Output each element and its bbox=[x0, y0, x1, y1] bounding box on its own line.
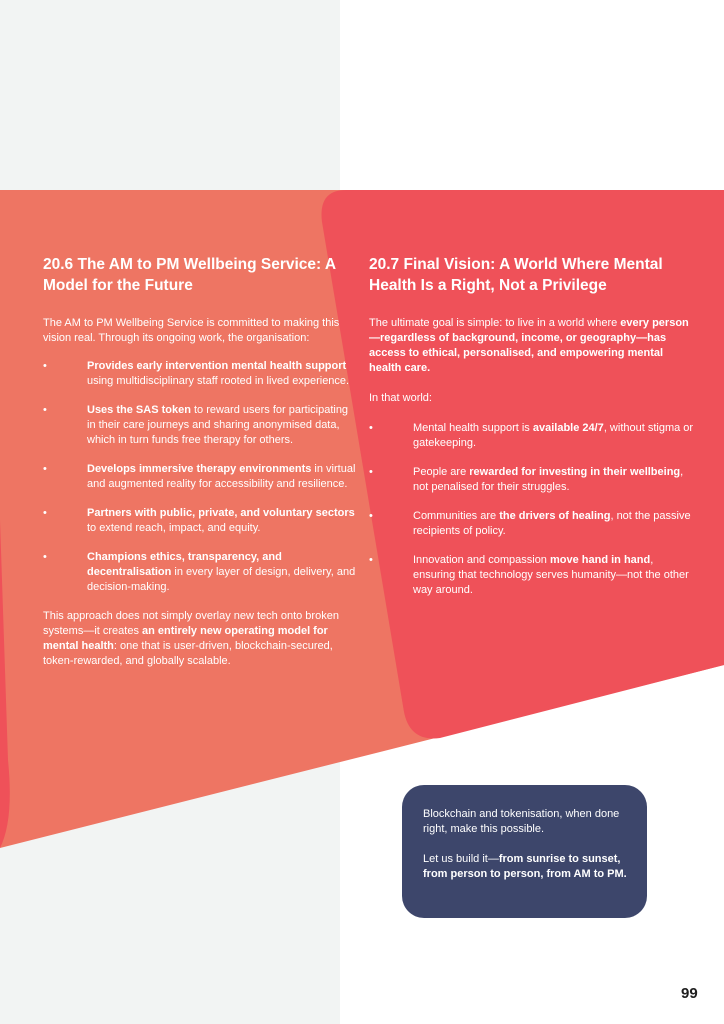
callout-line-1: Blockchain and tokenisation, when done right, make this possible. bbox=[423, 808, 620, 835]
right-column bbox=[369, 254, 694, 612]
bullet-icon: • bbox=[369, 554, 373, 566]
bullet-icon: • bbox=[43, 507, 47, 519]
list-item: • Mental health support is available 24/7, without stigma or gatekeeping. bbox=[369, 422, 694, 449]
callout-box bbox=[402, 785, 647, 918]
list-item: • Uses the SAS token to reward users for participating in their care journeys and sharing anonymised data, which in turn funds free therapy for others. bbox=[43, 404, 349, 446]
section-heading-20-6: 20.6 The AM to PM Wellbeing Service: A Model for the Future bbox=[43, 256, 336, 294]
page-number: 99 bbox=[681, 985, 698, 1002]
bullet-icon: • bbox=[43, 551, 47, 563]
right-bullet-list bbox=[369, 421, 694, 598]
bullet-icon: • bbox=[369, 422, 373, 434]
bullet-icon: • bbox=[43, 360, 47, 372]
right-intro: The ultimate goal is simple: to live in a world where every person—regardless of background, income, or geography—has access to ethical, personalised, and empowering mental health care. bbox=[369, 317, 689, 374]
left-column bbox=[43, 254, 358, 669]
callout-line-2: Let us build it—from sunrise to sunset, from person to person, from AM to PM. bbox=[423, 853, 627, 880]
bullet-icon: • bbox=[43, 463, 47, 475]
bullet-icon: • bbox=[43, 404, 47, 416]
list-item: • Innovation and compassion move hand in hand, ensuring that technology serves humanity—not the other way around. bbox=[369, 554, 689, 596]
left-intro: The AM to PM Wellbeing Service is committed to making this vision real. Through its ongoing work, the organisation: bbox=[43, 317, 340, 344]
list-item: • Champions ethics, transparency, and decentralisation in every layer of design, delivery, and decision-making. bbox=[43, 551, 356, 593]
bullet-icon: • bbox=[369, 466, 373, 478]
right-intro-2: In that world: bbox=[369, 392, 432, 404]
list-item: • Partners with public, private, and voluntary sectors to extend reach, impact, and equity. bbox=[43, 507, 355, 534]
list-item: • Communities are the drivers of healing, not the passive recipients of policy. bbox=[369, 510, 691, 537]
left-bullet-list bbox=[43, 359, 358, 595]
list-item: • Develops immersive therapy environments in virtual and augmented reality for accessibility and resilience. bbox=[43, 463, 356, 490]
list-item: • Provides early intervention mental health support using multidisciplinary staff rooted in lived experience. bbox=[43, 360, 350, 387]
bullet-icon: • bbox=[369, 510, 373, 522]
list-item: • People are rewarded for investing in their wellbeing, not penalised for their struggles. bbox=[369, 466, 684, 493]
left-outro: This approach does not simply overlay new tech onto broken systems—it creates an entirely new operating model for mental health: one that is user-driven, blockchain-secured, token-rewarded, and globally scalable. bbox=[43, 610, 339, 667]
section-heading-20-7: 20.7 Final Vision: A World Where Mental Health Is a Right, Not a Privilege bbox=[369, 256, 663, 294]
